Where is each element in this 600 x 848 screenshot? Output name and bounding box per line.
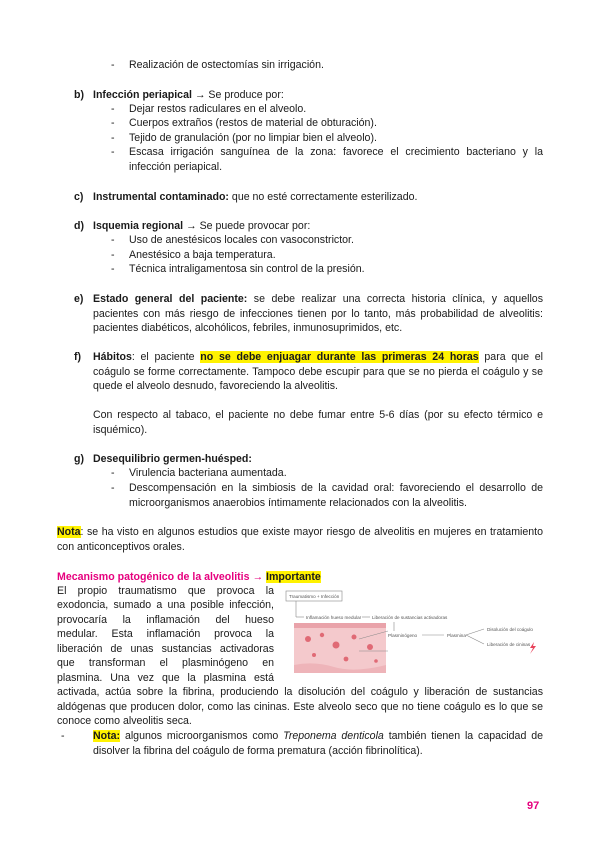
lightning-icon (530, 642, 536, 654)
diagram-label-kinins: Liberación de cininas (487, 642, 531, 647)
section-letter: b) (74, 89, 84, 101)
highlighted-text: no se debe enjuagar durante las primeras 24 horas (200, 351, 479, 363)
pathogenesis-diagram (284, 589, 546, 682)
section-letter: e) (74, 293, 84, 305)
section-heading: Instrumental contaminado: que no esté correctamente esterilizado. (93, 191, 418, 203)
section-paragraph: Estado general del paciente: se debe realizar una correcta historia clínica, y aquellos pacientes con más riesgo de infecciones tienen por lo tanto, más probabilidad de alveolitis: pacientes diabéticos, alcohólicos, febriles, inmunosuprimidos, etc. (93, 293, 543, 335)
line: plasmina. Una vez que la plasmina está (57, 672, 274, 684)
section-letter: f) (74, 351, 82, 363)
line: liberación de unas sustancias activadoras (57, 643, 274, 655)
page-number: 97 (527, 800, 540, 812)
section-heading: Isquemia regional → Se puede provocar por: (93, 220, 311, 232)
section-heading: Desequilibrio germen-huésped: (93, 453, 252, 465)
line: provocaría la inflamación del hueso (57, 614, 274, 626)
paragraph-tobacco: Con respecto al tabaco, el paciente no debe fumar entre 5-6 días (por su efecto térmico e isquémico). (93, 409, 543, 436)
line: El propio traumatismo que provoca la (57, 585, 274, 597)
diagram-label-plasminogen: Plasminógeno (388, 633, 418, 638)
bullet-dash: - (61, 730, 65, 742)
line: que transforman el plasminógeno en (57, 657, 274, 669)
section-title: Mecanismo patogénico de la alveolitis → Importante (57, 571, 321, 583)
line: exodoncia, sumado a una posible infección, (57, 599, 274, 611)
diagram-label-clot: Disolución del coágulo (487, 627, 533, 632)
mechanism-paragraph: activada, actúa sobre la fibrina, produciendo la disolución del coágulo y liberación de sustancias aldógenas que producen dolor, como las cininas. Este alveolo seco que no tiene coágulo es lo que se conoce como alveolitis seca. (57, 686, 543, 728)
diagram-label-activators: Liberación de sustancias activadoras (372, 615, 448, 620)
section-letter: d) (74, 220, 84, 232)
note-paragraph: Nota: se ha visto en algunos estudios que existe mayor riesgo de alveolitis en mujeres en tratamiento con anticonceptivos orales. (57, 526, 543, 553)
section-paragraph: Hábitos: el paciente no se debe enjuagar durante las primeras 24 horas para que el coágulo se forme correctamente. Tampoco debe escupir para que se no pierda el coágulo y se quede el alveolo desnudo, favoreciendo la alveolitis. (93, 351, 543, 393)
mechanism-note: Nota: algunos microorganismos como Treponema denticola también tienen la capacidad de disolver la fibrina del coágulo de forma prematura (acción fibrinolítica). (93, 730, 543, 757)
section-letter: c) (74, 191, 84, 203)
document-page: - Realización de ostectomías sin irrigación. b) Infección periapical → Se produce por: - Dejar restos radiculares en el alveolo. - Cuerpos extraños (restos de material de obturación). - Tejido de granulación (por no limpiar bien el alveolo). - Escasa irrigación sanguínea de la zona: favorece el crecimiento bacteriano y la infección periapical. c) Instrumental contaminado: que no esté correctamente esterilizado. d) Isquemia regional → Se puede provocar por: - Uso de anestésicos locales con vasoconstrictor. - Anestésico a baja temperatura. - Técnica intraligamentosa sin control de la presión. e) Estado general del paciente: se debe realizar una correcta historia clínica, y aquellos pacientes con más riesgo de infecciones tienen por lo tanto, más probabilidad de alveolitis: pacientes diabéticos, alcohólicos, febriles, inmunosuprimidos, etc. f) Hábitos: el paciente no se debe enjuagar durante las primeras 24 horas para que el coágulo se forme correctamente. Tampoco debe escupir para que se no pierda el coágulo y se quede el alveolo desnudo, favoreciendo la alveolitis. Con respecto al tabaco, el paciente no debe fumar entre 5-6 días (por su efecto térmico e isquémico). g) Desequilibrio germen-huésped: - Virulencia bacteriana aumentada. - Descompensación en la simbiosis de la cavidad oral: favoreciendo el desarrollo de microorganismos anaerobios íntimamente relacionados con la alveolitis. Nota: se ha visto en algunos estudios que existe mayor riesgo de alveolitis en mujeres en tratamiento con anticonceptivos orales. Mecanismo patogénico de la alveolitis → Importante El propio traumatismo que provoca la exodoncia, sumado a una posible infección, provocaría la inflamación del hueso medular. Esta inflamación provoca la liberación de unas sustancias activadoras que transforman el plasminógeno en plasmina. Una vez que la plasmina está activada, actúa sobre la fibrina, produciendo la disolución del coágulo y liberación de sustancias aldógenas que producen dolor, como las cininas. Este alveolo seco que no tiene coágulo es lo que se conoce como alveolitis seca. - Nota: algunos microorganismos como Treponema denticola también tienen la capacidad de disolver la fibrina del coágulo de forma prematura (acción fibrinolítica). Traumatismo + Infección Inflamación hueso medular Liberación de sustancias activadoras Plasminógeno Plasmina Disolución del coágulo Liberación de cininas 97 (0, 0, 600, 848)
section-letter: g) (74, 453, 84, 465)
diagram-label-inflammation: Inflamación hueso medular (306, 615, 362, 620)
line: medular. Esta inflamación provoca la (57, 628, 274, 640)
diagram-label-trauma: Traumatismo + Infección (289, 594, 340, 599)
section-heading: Infección periapical → Se produce por: (93, 89, 284, 101)
diagram-label-plasmin: Plasmina (447, 633, 466, 638)
